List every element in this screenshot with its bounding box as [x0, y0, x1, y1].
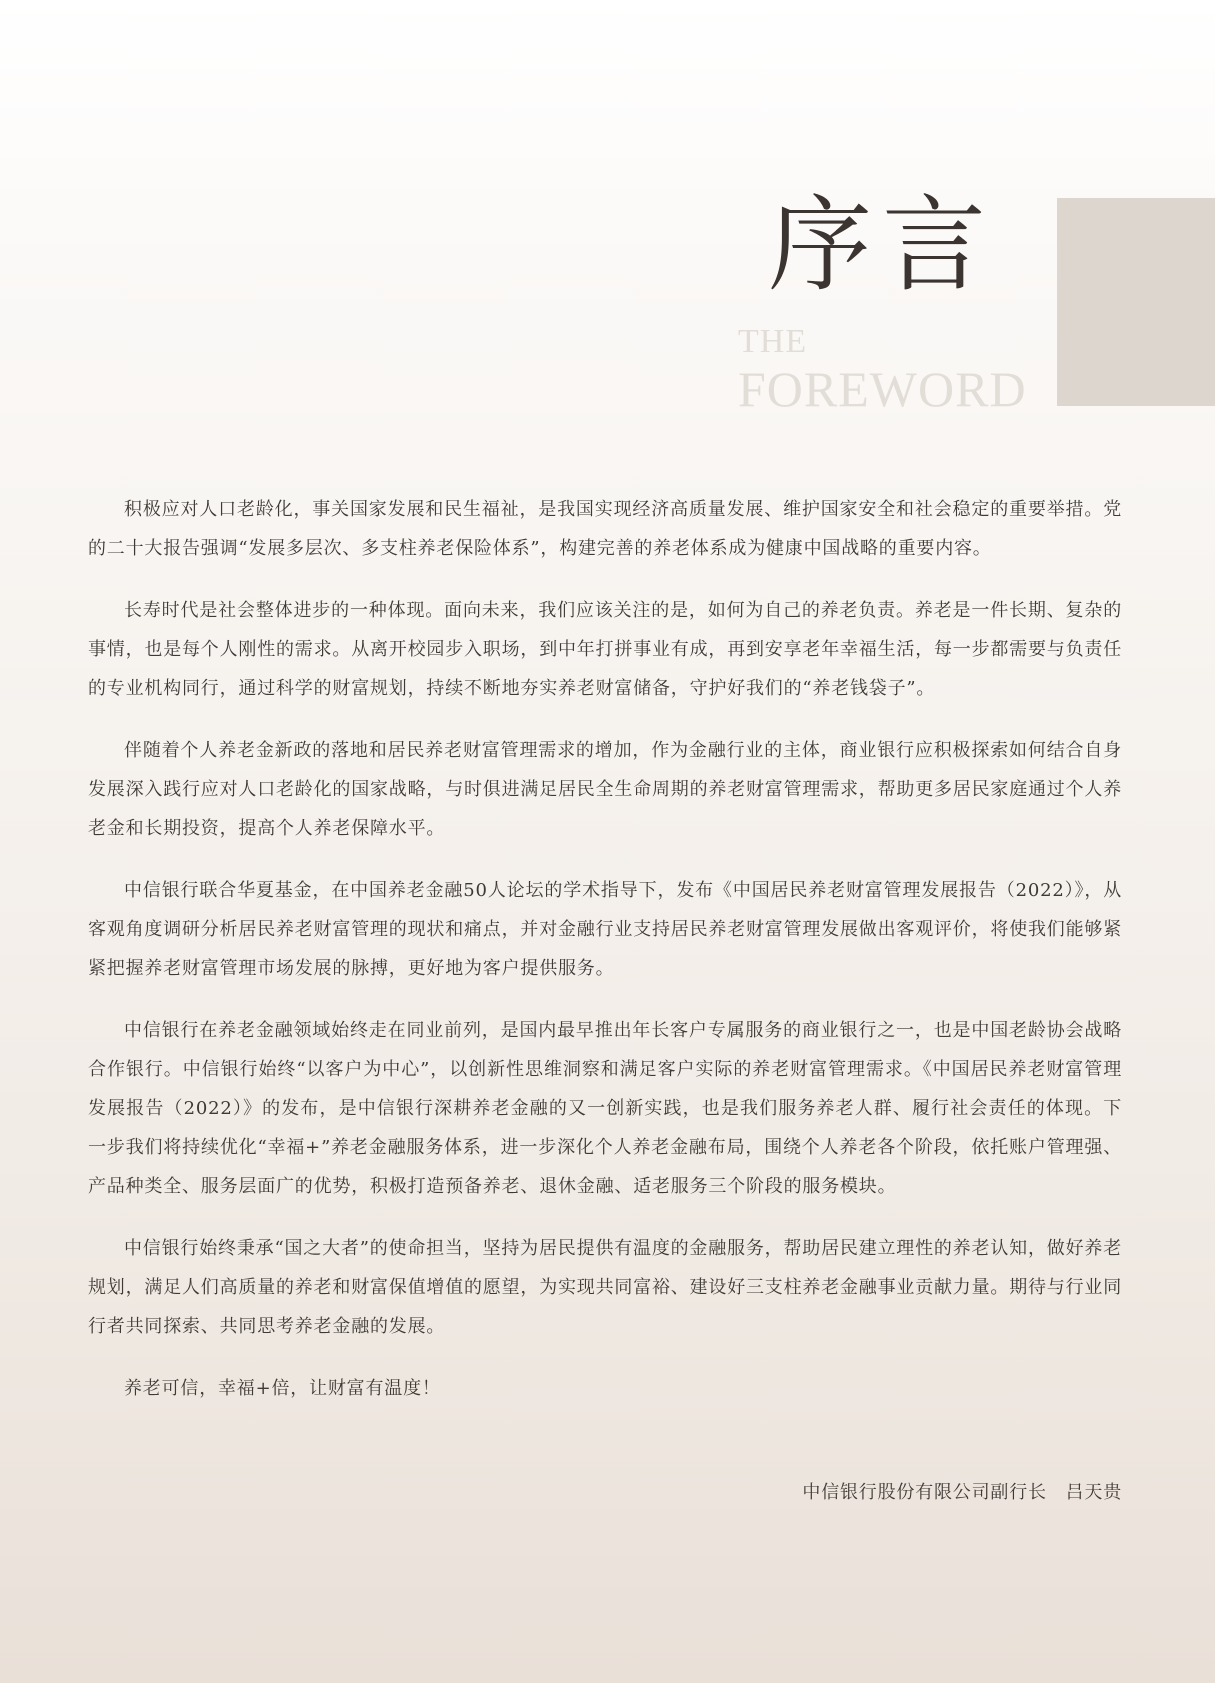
paragraph: 伴随着个人养老金新政的落地和居民养老财富管理需求的增加，作为金融行业的主体，商业银行应积极探索如何结合自身发展深入践行应对人口老龄化的国家战略，与时俱进满足居民全生命周期的养老财富管理需求，帮助更多居民家庭通过个人养老金和长期投资，提高个人养老保障水平。 [88, 740, 1122, 839]
paragraph: 积极应对人口老龄化，事关国家发展和民生福祉，是我国实现经济高质量发展、维护国家安全和社会稳定的重要举措。党的二十大报告强调“发展多层次、多支柱养老保险体系”，构建完善的养老体系成为健康中国战略的重要内容。 [88, 499, 1122, 559]
title-block [0, 0, 1215, 420]
closing-slogan: 养老可信，幸福+倍，让财富有温度！ [124, 1378, 441, 1399]
paragraph: 中信银行联合华夏基金，在中国养老金融50人论坛的学术指导下，发布《中国居民养老财富管理发展报告（2022）》，从客观角度调研分析居民养老财富管理的现状和痛点，并对金融行业支持居民养老财富管理发展做出客观评价，将使我们能够紧紧把握养老财富管理市场发展的脉搏，更好地为客户提供服务。 [88, 880, 1122, 979]
signature: 中信银行股份有限公司副行长 吕天贵 [802, 1482, 1122, 1503]
title-english-line-2: FOREWORD [738, 361, 1027, 417]
foreword-body [88, 490, 1122, 1408]
decorative-block [1057, 198, 1215, 406]
paragraph: 中信银行在养老金融领域始终走在同业前列，是国内最早推出年长客户专属服务的商业银行之一，也是中国老龄协会战略合作银行。中信银行始终“以客户为中心”，以创新性思维洞察和满足客户实际的养老财富管理需求。《中国居民养老财富管理发展报告（2022）》的发布，是中信银行深耕养老金融的又一创新实践，也是我们服务养老人群、履行社会责任的体现。下一步我们将持续优化“幸福+”养老金融服务体系，进一步深化个人养老金融布局，围绕个人养老各个阶段，依托账户管理强、产品种类全、服务层面广的优势，积极打造预备养老、退休金融、适老服务三个阶段的服务模块。 [88, 1020, 1122, 1197]
paragraph: 长寿时代是社会整体进步的一种体现。面向未来，我们应该关注的是，如何为自己的养老负责。养老是一件长期、复杂的事情，也是每个人刚性的需求。从离开校园步入职场，到中年打拼事业有成，再到安享老年幸福生活，每一步都需要与负责任的专业机构同行，通过科学的财富规划，持续不断地夯实养老财富储备，守护好我们的“养老钱袋子”。 [88, 600, 1122, 699]
title-english-line-1: THE [738, 323, 808, 360]
paragraph: 中信银行始终秉承“国之大者”的使命担当，坚持为居民提供有温度的金融服务，帮助居民建立理性的养老认知，做好养老规划，满足人们高质量的养老和财富保值增值的愿望，为实现共同富裕、建设好三支柱养老金融事业贡献力量。期待与行业同行者共同探索、共同思考养老金融的发展。 [88, 1238, 1122, 1337]
page-title: 序言 [768, 184, 997, 306]
